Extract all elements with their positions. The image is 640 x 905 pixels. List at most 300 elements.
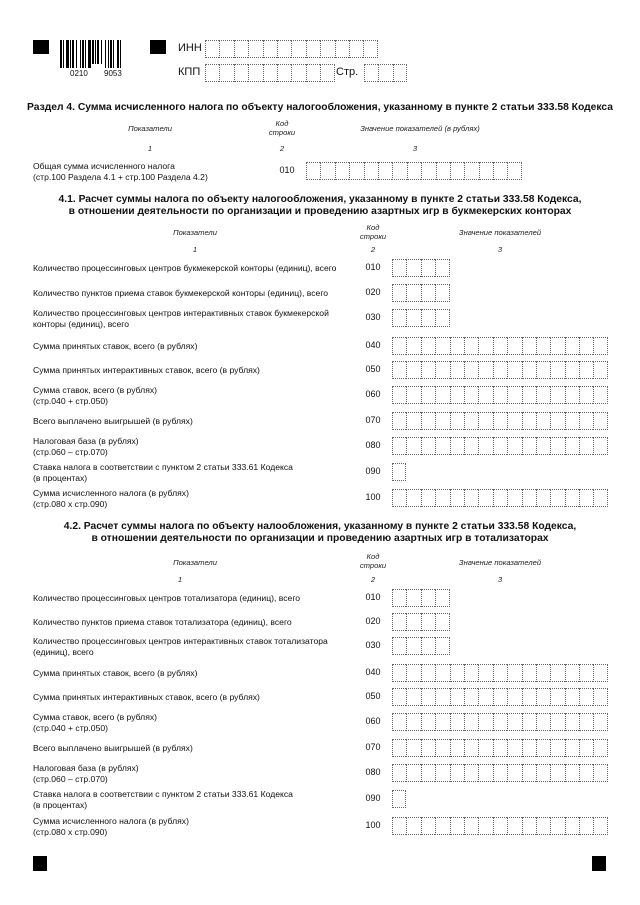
input-cell[interactable] bbox=[435, 337, 449, 355]
input-cell[interactable] bbox=[234, 64, 248, 82]
input-cell[interactable] bbox=[522, 664, 536, 682]
input-cell[interactable] bbox=[320, 64, 334, 82]
input-cell[interactable] bbox=[565, 713, 579, 731]
input-cell[interactable] bbox=[565, 412, 579, 430]
input-cell[interactable] bbox=[364, 64, 378, 82]
input-cell[interactable] bbox=[565, 386, 579, 404]
input-cell[interactable] bbox=[593, 713, 607, 731]
input-cell[interactable] bbox=[593, 437, 607, 455]
input-cell[interactable] bbox=[493, 489, 507, 507]
input-cell[interactable] bbox=[565, 664, 579, 682]
input-cell[interactable] bbox=[406, 259, 420, 277]
input-cell[interactable] bbox=[493, 337, 507, 355]
input-cell[interactable] bbox=[306, 64, 320, 82]
input-cell[interactable] bbox=[478, 412, 492, 430]
input-cell[interactable] bbox=[565, 361, 579, 379]
input-cell[interactable] bbox=[450, 688, 464, 706]
value-field-090[interactable] bbox=[392, 463, 406, 481]
input-cell[interactable] bbox=[306, 40, 320, 58]
input-cell[interactable] bbox=[593, 412, 607, 430]
alignment-marker-top-center bbox=[150, 40, 166, 54]
input-cell[interactable] bbox=[478, 386, 492, 404]
input-cell[interactable] bbox=[421, 489, 435, 507]
input-cell[interactable] bbox=[536, 489, 550, 507]
input-cell[interactable] bbox=[536, 739, 550, 757]
value-field-050[interactable] bbox=[392, 688, 608, 706]
input-cell[interactable] bbox=[421, 162, 435, 180]
kpp-field[interactable] bbox=[205, 64, 335, 82]
input-cell[interactable] bbox=[406, 337, 420, 355]
input-cell[interactable] bbox=[522, 739, 536, 757]
input-cell[interactable] bbox=[392, 437, 406, 455]
input-cell[interactable] bbox=[478, 817, 492, 835]
input-cell[interactable] bbox=[579, 489, 593, 507]
input-cell[interactable] bbox=[507, 437, 521, 455]
input-cell[interactable] bbox=[219, 40, 233, 58]
value-field-010[interactable] bbox=[392, 259, 450, 277]
input-cell[interactable] bbox=[593, 817, 607, 835]
input-cell[interactable] bbox=[507, 664, 521, 682]
input-cell[interactable] bbox=[579, 764, 593, 782]
input-cell[interactable] bbox=[464, 817, 478, 835]
input-cell[interactable] bbox=[392, 309, 406, 327]
input-cell[interactable] bbox=[493, 162, 507, 180]
input-cell[interactable] bbox=[450, 713, 464, 731]
input-cell[interactable] bbox=[536, 713, 550, 731]
input-cell[interactable] bbox=[565, 437, 579, 455]
input-cell[interactable] bbox=[421, 817, 435, 835]
input-cell[interactable] bbox=[392, 713, 406, 731]
input-cell[interactable] bbox=[536, 361, 550, 379]
input-cell[interactable] bbox=[406, 739, 420, 757]
input-cell[interactable] bbox=[392, 764, 406, 782]
input-cell[interactable] bbox=[493, 361, 507, 379]
input-cell[interactable] bbox=[550, 764, 564, 782]
input-cell[interactable] bbox=[392, 637, 406, 655]
input-cell[interactable] bbox=[435, 259, 449, 277]
input-cell[interactable] bbox=[522, 489, 536, 507]
input-cell[interactable] bbox=[450, 386, 464, 404]
input-cell[interactable] bbox=[507, 713, 521, 731]
input-cell[interactable] bbox=[248, 40, 262, 58]
value-field-050[interactable] bbox=[392, 361, 608, 379]
input-cell[interactable] bbox=[550, 412, 564, 430]
input-cell[interactable] bbox=[435, 309, 449, 327]
input-cell[interactable] bbox=[421, 259, 435, 277]
input-cell[interactable] bbox=[435, 817, 449, 835]
input-cell[interactable] bbox=[406, 688, 420, 706]
input-cell[interactable] bbox=[464, 361, 478, 379]
alignment-marker-top-left bbox=[33, 40, 49, 54]
value-field-010[interactable] bbox=[392, 589, 450, 607]
input-cell[interactable] bbox=[392, 284, 406, 302]
input-cell[interactable] bbox=[593, 386, 607, 404]
input-cell[interactable] bbox=[593, 337, 607, 355]
input-cell[interactable] bbox=[550, 713, 564, 731]
section41-title-line2: в отношении деятельности по организации и проведению азартных игр в букмекерских конторах bbox=[68, 206, 572, 217]
input-cell[interactable] bbox=[522, 817, 536, 835]
input-cell[interactable] bbox=[392, 489, 406, 507]
input-cell[interactable] bbox=[507, 688, 521, 706]
input-cell[interactable] bbox=[392, 613, 406, 631]
input-cell[interactable] bbox=[450, 764, 464, 782]
input-cell[interactable] bbox=[507, 386, 521, 404]
row-label bbox=[33, 712, 363, 733]
input-cell[interactable] bbox=[579, 337, 593, 355]
input-cell[interactable] bbox=[493, 688, 507, 706]
input-cell[interactable] bbox=[406, 637, 420, 655]
input-cell[interactable] bbox=[464, 386, 478, 404]
input-cell[interactable] bbox=[579, 361, 593, 379]
input-cell[interactable] bbox=[406, 664, 420, 682]
row-label-line2: (стр.060 – стр.070) bbox=[33, 446, 108, 457]
input-cell[interactable] bbox=[435, 613, 449, 631]
row-label bbox=[33, 488, 363, 509]
input-cell[interactable] bbox=[593, 361, 607, 379]
input-cell[interactable] bbox=[335, 162, 349, 180]
input-cell[interactable] bbox=[349, 40, 363, 58]
input-cell[interactable] bbox=[421, 361, 435, 379]
barcode-bar bbox=[113, 40, 114, 68]
input-cell[interactable] bbox=[536, 386, 550, 404]
kpp-label: КПП bbox=[178, 66, 201, 78]
input-cell[interactable] bbox=[392, 589, 406, 607]
input-cell[interactable] bbox=[550, 386, 564, 404]
input-cell[interactable] bbox=[435, 739, 449, 757]
input-cell[interactable] bbox=[536, 664, 550, 682]
value-field-060[interactable] bbox=[392, 713, 608, 731]
input-cell[interactable] bbox=[392, 463, 406, 481]
input-cell[interactable] bbox=[464, 437, 478, 455]
input-cell[interactable] bbox=[579, 412, 593, 430]
input-cell[interactable] bbox=[464, 664, 478, 682]
input-cell[interactable] bbox=[464, 764, 478, 782]
input-cell[interactable] bbox=[464, 162, 478, 180]
input-cell[interactable] bbox=[522, 361, 536, 379]
value-field-060[interactable] bbox=[392, 386, 608, 404]
input-cell[interactable] bbox=[435, 664, 449, 682]
input-cell[interactable] bbox=[392, 386, 406, 404]
row-code: 030 bbox=[365, 312, 381, 322]
input-cell[interactable] bbox=[565, 688, 579, 706]
value-field-020[interactable] bbox=[392, 284, 450, 302]
input-cell[interactable] bbox=[550, 437, 564, 455]
row-label-line2: (стр.040 + стр.050) bbox=[33, 722, 108, 733]
input-cell[interactable] bbox=[507, 489, 521, 507]
input-cell[interactable] bbox=[493, 817, 507, 835]
section42-col2-number: 2 bbox=[370, 575, 376, 584]
input-cell[interactable] bbox=[450, 162, 464, 180]
input-cell[interactable] bbox=[421, 589, 435, 607]
input-cell[interactable] bbox=[522, 386, 536, 404]
input-cell[interactable] bbox=[478, 361, 492, 379]
input-cell[interactable] bbox=[364, 162, 378, 180]
barcode-bar bbox=[110, 40, 112, 68]
input-cell[interactable] bbox=[478, 739, 492, 757]
input-cell[interactable] bbox=[406, 489, 420, 507]
input-cell[interactable] bbox=[550, 688, 564, 706]
input-cell[interactable] bbox=[392, 664, 406, 682]
input-cell[interactable] bbox=[478, 688, 492, 706]
input-cell[interactable] bbox=[536, 337, 550, 355]
input-cell[interactable] bbox=[522, 764, 536, 782]
value-field-080[interactable] bbox=[392, 437, 608, 455]
input-cell[interactable] bbox=[464, 412, 478, 430]
input-cell[interactable] bbox=[392, 790, 406, 808]
input-cell[interactable] bbox=[550, 664, 564, 682]
input-cell[interactable] bbox=[464, 688, 478, 706]
input-cell[interactable] bbox=[435, 713, 449, 731]
input-cell[interactable] bbox=[565, 817, 579, 835]
input-cell[interactable] bbox=[536, 437, 550, 455]
input-cell[interactable] bbox=[406, 309, 420, 327]
input-cell[interactable] bbox=[435, 361, 449, 379]
input-cell[interactable] bbox=[593, 764, 607, 782]
alignment-marker-bottom-left bbox=[33, 856, 47, 871]
input-cell[interactable] bbox=[579, 437, 593, 455]
input-cell[interactable] bbox=[550, 739, 564, 757]
input-cell[interactable] bbox=[536, 688, 550, 706]
input-cell[interactable] bbox=[522, 337, 536, 355]
input-cell[interactable] bbox=[435, 764, 449, 782]
value-field-100[interactable] bbox=[392, 817, 608, 835]
input-cell[interactable] bbox=[450, 412, 464, 430]
input-cell[interactable] bbox=[579, 713, 593, 731]
input-cell[interactable] bbox=[522, 713, 536, 731]
input-cell[interactable] bbox=[478, 713, 492, 731]
input-cell[interactable] bbox=[565, 764, 579, 782]
input-cell[interactable] bbox=[406, 412, 420, 430]
input-cell[interactable] bbox=[435, 284, 449, 302]
input-cell[interactable] bbox=[493, 664, 507, 682]
input-cell[interactable] bbox=[406, 361, 420, 379]
barcode-bar bbox=[60, 40, 62, 68]
input-cell[interactable] bbox=[579, 817, 593, 835]
input-cell[interactable] bbox=[205, 40, 219, 58]
value-field-040[interactable] bbox=[392, 664, 608, 682]
input-cell[interactable] bbox=[579, 739, 593, 757]
input-cell[interactable] bbox=[435, 386, 449, 404]
barcode-bar bbox=[92, 40, 94, 64]
input-cell[interactable] bbox=[320, 162, 334, 180]
page-label: Стр. bbox=[336, 66, 359, 78]
value-field-080[interactable] bbox=[392, 764, 608, 782]
value-field-040[interactable] bbox=[392, 337, 608, 355]
input-cell[interactable] bbox=[464, 337, 478, 355]
value-field-070[interactable] bbox=[392, 412, 608, 430]
input-cell[interactable] bbox=[406, 613, 420, 631]
input-cell[interactable] bbox=[593, 688, 607, 706]
input-cell[interactable] bbox=[435, 437, 449, 455]
row-label bbox=[33, 385, 363, 406]
barcode-number-right: 9053 bbox=[104, 69, 122, 78]
input-cell[interactable] bbox=[392, 162, 406, 180]
input-cell[interactable] bbox=[464, 489, 478, 507]
input-cell[interactable] bbox=[378, 162, 392, 180]
input-cell[interactable] bbox=[421, 688, 435, 706]
input-cell[interactable] bbox=[565, 739, 579, 757]
input-cell[interactable] bbox=[522, 412, 536, 430]
input-cell[interactable] bbox=[550, 337, 564, 355]
value-field-020[interactable] bbox=[392, 613, 450, 631]
input-cell[interactable] bbox=[478, 664, 492, 682]
input-cell[interactable] bbox=[435, 688, 449, 706]
input-cell[interactable] bbox=[507, 337, 521, 355]
input-cell[interactable] bbox=[435, 412, 449, 430]
input-cell[interactable] bbox=[579, 664, 593, 682]
input-cell[interactable] bbox=[421, 437, 435, 455]
input-cell[interactable] bbox=[507, 764, 521, 782]
input-cell[interactable] bbox=[522, 437, 536, 455]
input-cell[interactable] bbox=[406, 713, 420, 731]
value-field-070[interactable] bbox=[392, 739, 608, 757]
input-cell[interactable] bbox=[479, 162, 493, 180]
input-cell[interactable] bbox=[450, 437, 464, 455]
input-cell[interactable] bbox=[205, 64, 219, 82]
input-cell[interactable] bbox=[349, 162, 363, 180]
input-cell[interactable] bbox=[291, 40, 305, 58]
input-cell[interactable] bbox=[478, 437, 492, 455]
input-cell[interactable] bbox=[435, 489, 449, 507]
input-cell[interactable] bbox=[550, 817, 564, 835]
input-cell[interactable] bbox=[421, 664, 435, 682]
input-cell[interactable] bbox=[536, 764, 550, 782]
col2-line1: Код bbox=[366, 223, 380, 232]
input-cell[interactable] bbox=[406, 386, 420, 404]
input-cell[interactable] bbox=[406, 437, 420, 455]
input-cell[interactable] bbox=[436, 162, 450, 180]
input-cell[interactable] bbox=[493, 386, 507, 404]
input-cell[interactable] bbox=[507, 739, 521, 757]
input-cell[interactable] bbox=[478, 764, 492, 782]
input-cell[interactable] bbox=[435, 637, 449, 655]
input-cell[interactable] bbox=[450, 817, 464, 835]
input-cell[interactable] bbox=[507, 361, 521, 379]
input-cell[interactable] bbox=[421, 386, 435, 404]
row-label-line1: Количество пунктов приема ставок букмекерской конторы (единиц), всего bbox=[33, 288, 329, 298]
row-code: 080 bbox=[365, 440, 381, 450]
input-cell[interactable] bbox=[507, 817, 521, 835]
row-label-line2: (стр.060 – стр.070) bbox=[33, 773, 108, 784]
input-cell[interactable] bbox=[406, 589, 420, 607]
value-field-030[interactable] bbox=[392, 637, 450, 655]
input-cell[interactable] bbox=[234, 40, 248, 58]
input-cell[interactable] bbox=[593, 664, 607, 682]
input-cell[interactable] bbox=[378, 64, 392, 82]
inn-field[interactable] bbox=[205, 40, 378, 58]
input-cell[interactable] bbox=[393, 64, 407, 82]
barcode-bar bbox=[105, 40, 106, 68]
input-cell[interactable] bbox=[478, 489, 492, 507]
input-cell[interactable] bbox=[407, 162, 421, 180]
input-cell[interactable] bbox=[507, 412, 521, 430]
input-cell[interactable] bbox=[450, 739, 464, 757]
input-cell[interactable] bbox=[421, 284, 435, 302]
input-cell[interactable] bbox=[320, 40, 334, 58]
section42-col1-header: Показатели bbox=[173, 558, 217, 567]
input-cell[interactable] bbox=[392, 688, 406, 706]
input-cell[interactable] bbox=[493, 437, 507, 455]
input-cell[interactable] bbox=[421, 412, 435, 430]
input-cell[interactable] bbox=[493, 412, 507, 430]
input-cell[interactable] bbox=[464, 739, 478, 757]
input-cell[interactable] bbox=[219, 64, 233, 82]
row-label bbox=[33, 288, 363, 299]
alignment-marker-bottom-right bbox=[592, 856, 606, 871]
value-field-090[interactable] bbox=[392, 790, 406, 808]
input-cell[interactable] bbox=[277, 64, 291, 82]
value-field-030[interactable] bbox=[392, 309, 450, 327]
input-cell[interactable] bbox=[536, 817, 550, 835]
input-cell[interactable] bbox=[392, 412, 406, 430]
input-cell[interactable] bbox=[593, 739, 607, 757]
input-cell[interactable] bbox=[263, 64, 277, 82]
input-cell[interactable] bbox=[392, 817, 406, 835]
input-cell[interactable] bbox=[493, 764, 507, 782]
input-cell[interactable] bbox=[421, 764, 435, 782]
input-cell[interactable] bbox=[392, 361, 406, 379]
input-cell[interactable] bbox=[248, 64, 262, 82]
input-cell[interactable] bbox=[392, 259, 406, 277]
input-cell[interactable] bbox=[392, 739, 406, 757]
input-cell[interactable] bbox=[478, 337, 492, 355]
row-code: 090 bbox=[365, 466, 381, 476]
input-cell[interactable] bbox=[435, 589, 449, 607]
input-cell[interactable] bbox=[277, 40, 291, 58]
input-cell[interactable] bbox=[406, 284, 420, 302]
input-cell[interactable] bbox=[579, 688, 593, 706]
input-cell[interactable] bbox=[421, 739, 435, 757]
input-cell[interactable] bbox=[550, 489, 564, 507]
input-cell[interactable] bbox=[522, 688, 536, 706]
input-cell[interactable] bbox=[507, 162, 521, 180]
value-field-010[interactable] bbox=[306, 162, 522, 180]
input-cell[interactable] bbox=[493, 739, 507, 757]
row-code: 060 bbox=[365, 716, 381, 726]
input-cell[interactable] bbox=[450, 664, 464, 682]
input-cell[interactable] bbox=[421, 713, 435, 731]
input-cell[interactable] bbox=[306, 162, 320, 180]
input-cell[interactable] bbox=[565, 489, 579, 507]
row-label-line2: (в процентах) bbox=[33, 799, 88, 810]
row-label bbox=[33, 668, 363, 679]
input-cell[interactable] bbox=[579, 386, 593, 404]
input-cell[interactable] bbox=[335, 40, 349, 58]
input-cell[interactable] bbox=[493, 713, 507, 731]
input-cell[interactable] bbox=[565, 337, 579, 355]
input-cell[interactable] bbox=[593, 489, 607, 507]
input-cell[interactable] bbox=[263, 40, 277, 58]
value-field-100[interactable] bbox=[392, 489, 608, 507]
input-cell[interactable] bbox=[464, 713, 478, 731]
input-cell[interactable] bbox=[421, 309, 435, 327]
input-cell[interactable] bbox=[450, 337, 464, 355]
input-cell[interactable] bbox=[406, 764, 420, 782]
input-cell[interactable] bbox=[291, 64, 305, 82]
input-cell[interactable] bbox=[392, 337, 406, 355]
input-cell[interactable] bbox=[421, 637, 435, 655]
page-number-field[interactable] bbox=[364, 64, 407, 82]
input-cell[interactable] bbox=[536, 412, 550, 430]
input-cell[interactable] bbox=[363, 40, 377, 58]
input-cell[interactable] bbox=[550, 361, 564, 379]
input-cell[interactable] bbox=[421, 337, 435, 355]
input-cell[interactable] bbox=[421, 613, 435, 631]
input-cell[interactable] bbox=[450, 489, 464, 507]
input-cell[interactable] bbox=[406, 817, 420, 835]
row-label-line1: Сумма принятых ставок, всего (в рублях) bbox=[33, 341, 198, 351]
input-cell[interactable] bbox=[450, 361, 464, 379]
